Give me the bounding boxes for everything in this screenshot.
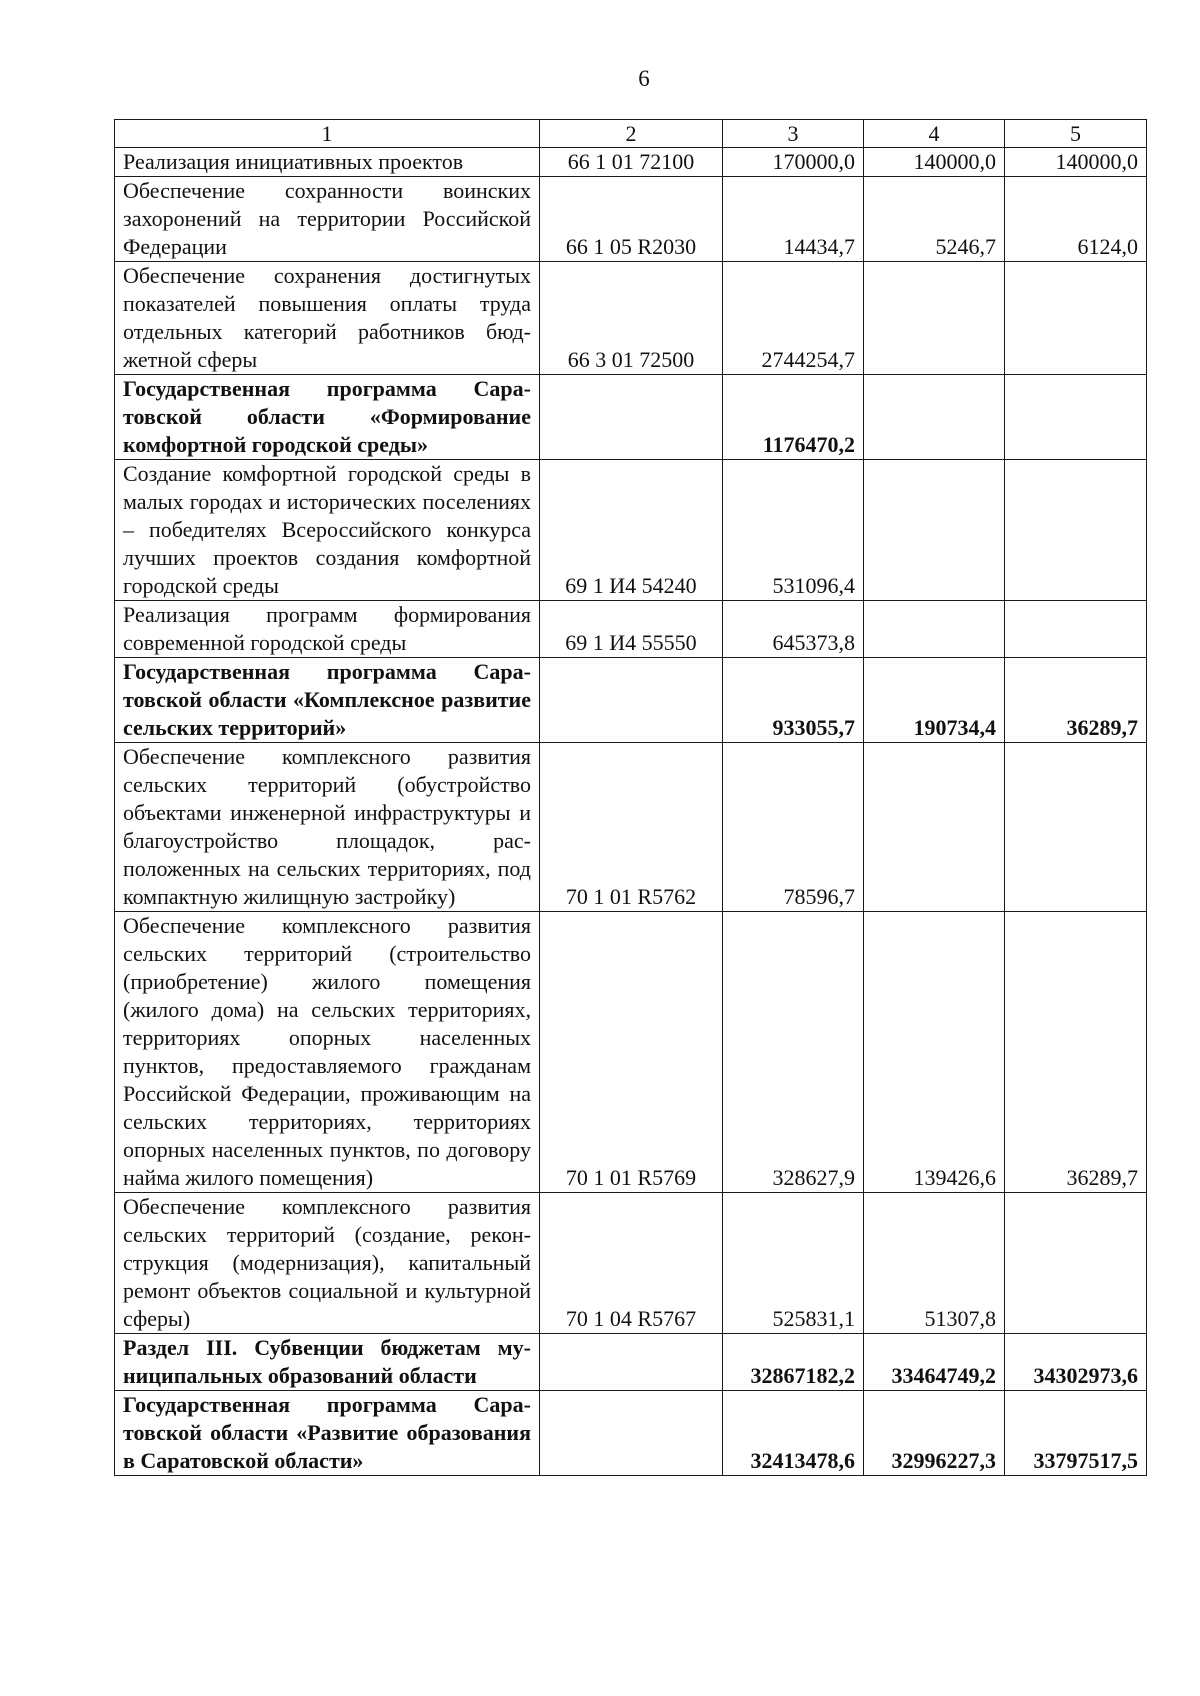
row-value-col4	[864, 460, 1005, 601]
table-row	[115, 1193, 1147, 1334]
row-value-col5	[1005, 460, 1147, 601]
row-name-cell: Обеспечение комплексного развития сельских территорий (обустройство объектами инженерной инфраструктуры и благоустройство площадок, расположенных на сельских территориях, под компактную жилищную застройку)	[115, 743, 540, 912]
table-row	[115, 262, 1147, 375]
column-header-4: 4	[864, 120, 1005, 148]
row-value-col5: 6124,0	[1005, 177, 1147, 262]
row-name-cell: Обеспечение комплексного развития сельских территорий (строительство (приобретение) жилого помещения (жилого дома) на сельских территориях, территориях опорных населенных пунктов, предоставляемого гражданам Российской Федерации, проживающим на сельских территориях, территориях опорных населенных пунктов, по договору найма жилого помещения)	[115, 912, 540, 1193]
row-name-cell: Реализация инициативных проектов	[115, 148, 540, 177]
row-value-col3: 14434,7	[723, 177, 864, 262]
column-number-row	[115, 120, 1147, 148]
table-row	[115, 912, 1147, 1193]
row-value-col4: 140000,0	[864, 148, 1005, 177]
row-value-col5	[1005, 743, 1147, 912]
row-code-cell: 66 3 01 72500	[540, 262, 723, 375]
table-row	[115, 148, 1147, 177]
row-value-col4: 139426,6	[864, 912, 1005, 1193]
row-value-col4	[864, 262, 1005, 375]
row-value-col4: 5246,7	[864, 177, 1005, 262]
row-code-cell	[540, 1334, 723, 1391]
table-row	[115, 601, 1147, 658]
row-value-col3: 2744254,7	[723, 262, 864, 375]
table-row	[115, 177, 1147, 262]
row-name-cell: Обеспечение сохранения достигнутых показателей повышения оплаты труда отдельных категорий работников бюджетной сферы	[115, 262, 540, 375]
row-value-col4	[864, 743, 1005, 912]
table-row	[115, 460, 1147, 601]
row-value-col5: 33797517,5	[1005, 1391, 1147, 1476]
row-value-col3: 32867182,2	[723, 1334, 864, 1391]
row-code-cell: 66 1 01 72100	[540, 148, 723, 177]
row-value-col3: 1176470,2	[723, 375, 864, 460]
row-name-cell: Обеспечение комплексного развития сельских территорий (создание, реконструкция (модернизация), капитальный ремонт объектов социальной и культурной сферы)	[115, 1193, 540, 1334]
row-value-col3: 531096,4	[723, 460, 864, 601]
row-code-cell	[540, 375, 723, 460]
column-header-3: 3	[723, 120, 864, 148]
row-value-col4: 190734,4	[864, 658, 1005, 743]
row-value-col4: 51307,8	[864, 1193, 1005, 1334]
row-name-cell: Государственная программа Саратовской области «Комплексное развитие сельских территорий»	[115, 658, 540, 743]
row-name-cell: Реализация программ формирования современной городской среды	[115, 601, 540, 658]
row-code-cell: 69 1 И4 55550	[540, 601, 723, 658]
program-total-row	[115, 1334, 1147, 1391]
row-value-col4	[864, 375, 1005, 460]
row-value-col5	[1005, 601, 1147, 658]
row-value-col3: 32413478,6	[723, 1391, 864, 1476]
row-code-cell	[540, 1391, 723, 1476]
row-value-col5	[1005, 1193, 1147, 1334]
column-header-1: 1	[115, 120, 540, 148]
row-value-col4	[864, 601, 1005, 658]
row-value-col5: 36289,7	[1005, 658, 1147, 743]
row-code-cell	[540, 658, 723, 743]
row-code-cell: 69 1 И4 54240	[540, 460, 723, 601]
row-code-cell: 70 1 01 R5769	[540, 912, 723, 1193]
row-value-col5: 34302973,6	[1005, 1334, 1147, 1391]
row-value-col5	[1005, 262, 1147, 375]
column-header-5: 5	[1005, 120, 1147, 148]
row-value-col3: 933055,7	[723, 658, 864, 743]
row-value-col4: 33464749,2	[864, 1334, 1005, 1391]
row-value-col5: 140000,0	[1005, 148, 1147, 177]
row-value-col3: 78596,7	[723, 743, 864, 912]
row-name-cell: Раздел III. Субвенции бюджетам муниципальных образований области	[115, 1334, 540, 1391]
row-name-cell: Обеспечение сохранности воинских захоронений на территории Российской Федерации	[115, 177, 540, 262]
table-body	[115, 120, 1147, 1476]
program-total-row	[115, 1391, 1147, 1476]
page-number: 6	[638, 66, 650, 91]
row-value-col3: 170000,0	[723, 148, 864, 177]
column-header-2: 2	[540, 120, 723, 148]
row-value-col5	[1005, 375, 1147, 460]
row-name-cell: Создание комфортной городской среды в малых городах и исторических поселениях – победителях Всероссийского конкурса лучших проектов создания комфортной городской среды	[115, 460, 540, 601]
row-code-cell: 70 1 01 R5762	[540, 743, 723, 912]
program-total-row	[115, 375, 1147, 460]
program-total-row	[115, 658, 1147, 743]
row-code-cell: 66 1 05 R2030	[540, 177, 723, 262]
table-row	[115, 743, 1147, 912]
row-name-cell: Государственная программа Саратовской области «Развитие образования в Саратовской области»	[115, 1391, 540, 1476]
row-value-col3: 525831,1	[723, 1193, 864, 1334]
row-value-col4: 32996227,3	[864, 1391, 1005, 1476]
row-value-col5: 36289,7	[1005, 912, 1147, 1193]
row-value-col3: 328627,9	[723, 912, 864, 1193]
row-code-cell: 70 1 04 R5767	[540, 1193, 723, 1334]
row-value-col3: 645373,8	[723, 601, 864, 658]
row-name-cell: Государственная программа Саратовской области «Формирование комфортной городской среды»	[115, 375, 540, 460]
budget-table	[114, 119, 1147, 1476]
